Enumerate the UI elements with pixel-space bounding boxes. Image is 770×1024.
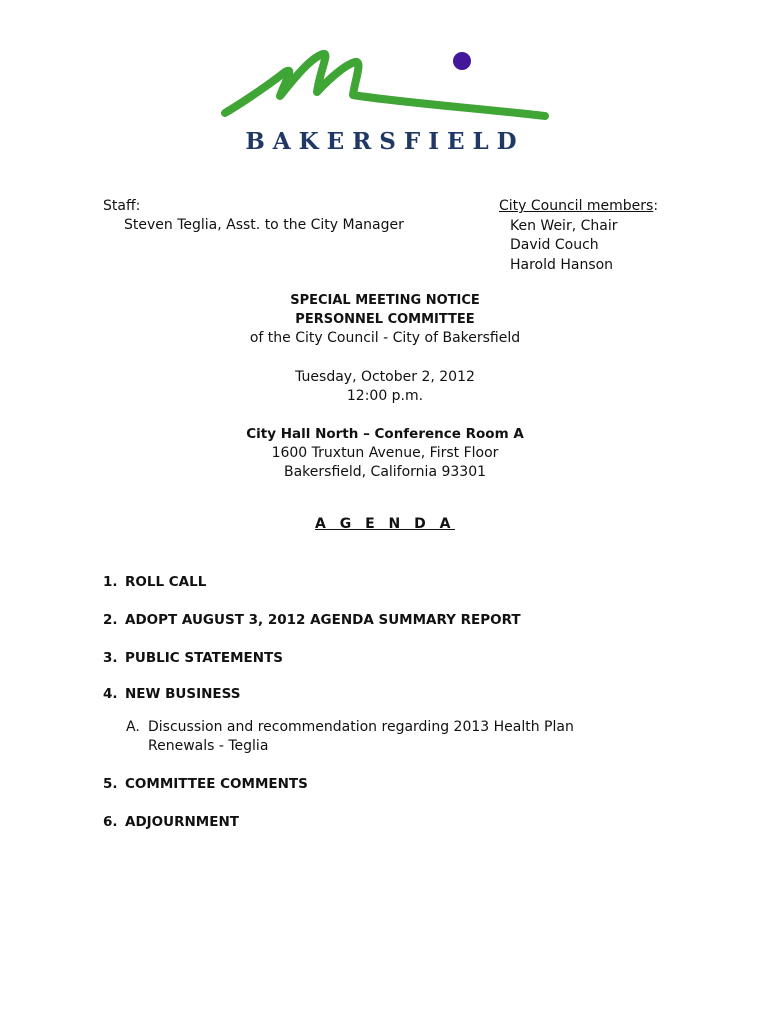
- agenda-item-adopt-report: [103, 612, 521, 628]
- agenda-item-number: 5.: [103, 776, 118, 792]
- staff-block: [103, 197, 404, 235]
- logo-dot: [453, 52, 471, 70]
- city-wordmark: BAKERSFIELD: [245, 128, 525, 155]
- council-member-chair: Ken Weir, Chair: [510, 217, 618, 234]
- sub-item-text: Discussion and recommendation regarding 2013 Health Plan: [148, 719, 574, 735]
- agenda-item-committee-comments: [103, 776, 308, 792]
- council-block: [499, 197, 658, 275]
- new-business-item-a: [126, 718, 646, 756]
- agenda-item-number: 4.: [103, 686, 118, 702]
- agenda-item-adjournment: [103, 814, 239, 830]
- agenda-item-public-statements: [103, 650, 283, 666]
- sub-item-letter: A.: [126, 719, 140, 735]
- location-city: Bakersfield, California 93301: [283, 464, 487, 480]
- council-member: David Couch: [510, 237, 599, 253]
- committee-name: PERSONNEL COMMITTEE: [295, 312, 475, 327]
- council-label: City Council members: [499, 198, 654, 214]
- agenda-item-roll-call: [103, 574, 206, 590]
- agenda-heading: A G E N D A: [315, 516, 455, 532]
- agenda-item-label: NEW BUSINESS: [125, 686, 241, 702]
- bakersfield-logo-icon: [215, 40, 555, 125]
- council-label-line: [499, 197, 658, 217]
- sub-item-continuation: Renewals - Teglia: [148, 738, 269, 754]
- notice-title: SPECIAL MEETING NOTICE: [290, 293, 480, 308]
- meeting-time: 12:00 p.m.: [346, 388, 424, 404]
- agenda-item-number: 2.: [103, 612, 118, 628]
- agenda-item-label: PUBLIC STATEMENTS: [125, 650, 283, 666]
- staff-label: Staff:: [103, 198, 141, 214]
- council-subtitle: of the City Council - City of Bakersfield: [249, 330, 521, 346]
- location-street: 1600 Truxtun Avenue, First Floor: [271, 445, 499, 461]
- staff-member: Steven Teglia, Asst. to the City Manager: [124, 217, 404, 233]
- agenda-item-label: ADJOURNMENT: [125, 814, 239, 830]
- location-name: City Hall North – Conference Room A: [246, 426, 524, 442]
- agenda-item-label: ROLL CALL: [125, 574, 207, 590]
- agenda-item-label: ADOPT AUGUST 3, 2012 AGENDA SUMMARY REPORT: [125, 612, 521, 628]
- agenda-item-number: 1.: [103, 574, 118, 590]
- agenda-item-new-business: [103, 686, 240, 702]
- logo-swoosh: [225, 54, 545, 116]
- meeting-notice: [0, 291, 770, 348]
- agenda-item-number: 6.: [103, 814, 118, 830]
- agenda-item-number: 3.: [103, 650, 118, 666]
- meeting-datetime: [0, 368, 770, 406]
- council-member: Harold Hanson: [510, 256, 614, 273]
- sub-item-line: [126, 718, 646, 737]
- meeting-location: [0, 425, 770, 482]
- meeting-date: Tuesday, October 2, 2012: [295, 369, 475, 385]
- agenda-item-label: COMMITTEE COMMENTS: [125, 776, 308, 792]
- council-label-colon: :: [653, 198, 659, 214]
